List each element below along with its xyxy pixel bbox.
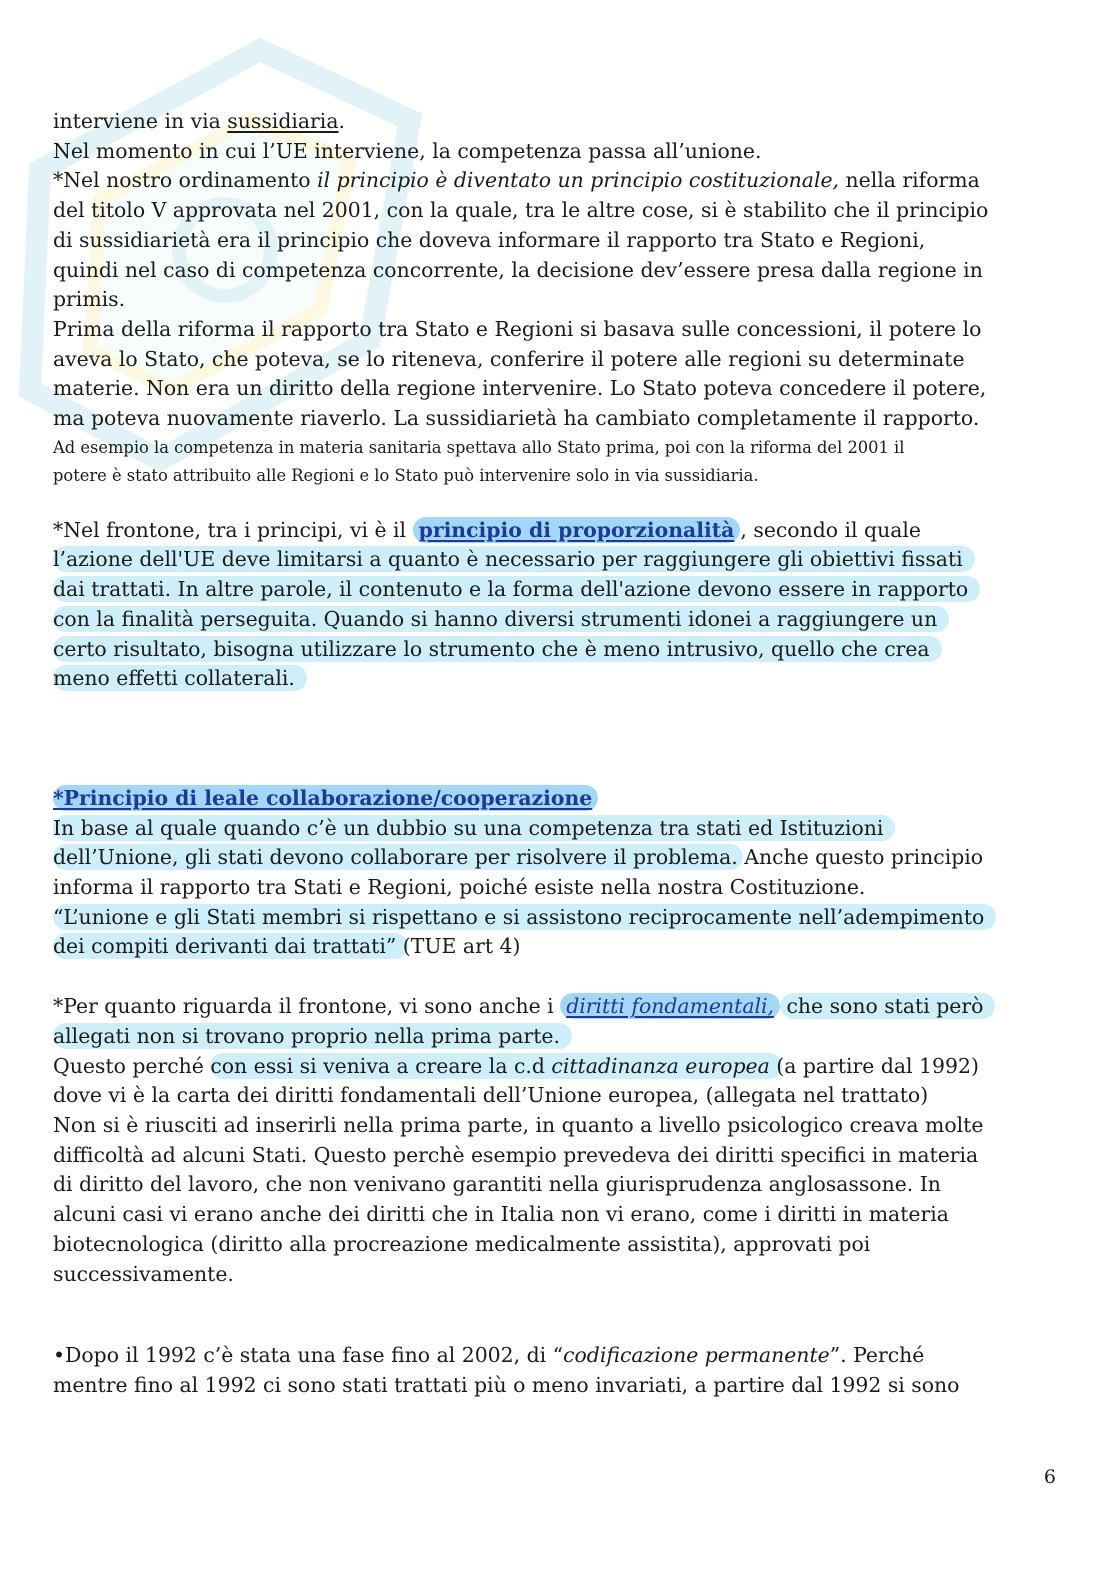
text-line: difficoltà ad alcuni Stati. Questo perchè esempio prevedeva dei diritti specifici in materia: [53, 1142, 979, 1167]
text-line: *Per quanto riguarda il frontone, vi sono anche i diritti fondamentali, che sono stati però: [53, 992, 1063, 1022]
text-line: informa il rapporto tra Stati e Regioni, poiché esiste nella nostra Costituzione.: [53, 875, 866, 900]
highlighted-line: In base al quale quando c’è un dubbio su una competenza tra stati ed Istituzioni: [53, 814, 1063, 844]
highlighted-line: meno effetti collaterali.: [53, 664, 1063, 694]
text-line: successivamente.: [53, 1261, 234, 1286]
key-term-diritti: diritti fondamentali,: [560, 993, 780, 1019]
text-line: Questo perché con essi si veniva a creare la c.d cittadinanza europea (a partire dal 1992): [53, 1053, 979, 1078]
text-line: del titolo V approvata nel 2001, con la quale, tra le altre cose, si è stabilito che il principio: [53, 198, 989, 223]
page-number: 6: [1043, 1466, 1056, 1488]
text-line: *Nel frontone, tra i principi, vi è il principio di proporzionalità , secondo il quale: [53, 517, 921, 542]
text-line: interviene in via sussidiaria.: [53, 109, 345, 133]
text-line: Non si è riusciti ad inserirli nella prima parte, in quanto a livello psicologico creava molte: [53, 1112, 984, 1137]
text-line: di sussidiarietà era il principio che doveva informare il rapporto tra Stato e Regioni,: [53, 227, 926, 252]
text-line: Prima della riforma il rapporto tra Stato e Regioni si basava sulle concessioni, il potere lo: [53, 316, 982, 341]
text-line: di diritto del lavoro, che non venivano garantiti nella giurisprudenza anglosassone. In: [53, 1172, 941, 1197]
text-line: dell’Unione, gli stati devono collaborare per risolvere il problema. Anche questo principio: [53, 845, 984, 870]
text-line: dei compiti derivanti dai trattati” (TUE art 4): [53, 934, 521, 959]
key-term-proporzionalita: principio di proporzionalità: [413, 517, 741, 543]
text-line: aveva lo Stato, che poteva, se lo riteneva, conferire il potere alle regioni su determinate: [53, 346, 965, 371]
text-line: dove vi è la carta dei diritti fondamentali dell’Unione europea, (allegata nel trattato): [53, 1083, 929, 1108]
highlighted-line: certo risultato, bisogna utilizzare lo strumento che è meno intrusivo, quello che crea: [53, 635, 1063, 665]
text-line: *Nel nostro ordinamento il principio è diventato un principio costituzionale, nella riforma: [53, 168, 980, 193]
underlined-term: sussidiaria: [227, 109, 339, 133]
text-line: •Dopo il 1992 c’è stata una fase fino al 2002, di “codificazione permanente”. Perché: [53, 1343, 925, 1368]
highlighted-line: allegati non si trovano proprio nella prima parte.: [53, 1022, 1063, 1052]
small-note-line: Ad esempio la competenza in materia sanitaria spettava allo Stato prima, poi con la riforma del 2001 il: [53, 437, 905, 457]
italic-phrase: codificazione permanente: [563, 1343, 830, 1368]
text-line: ma poteva nuovamente riaverlo. La sussidiarietà ha cambiato completamente il rapporto.: [53, 406, 980, 431]
highlighted-line: l’azione dell'UE deve limitarsi a quanto è necessario per raggiungere gli obiettivi fissati: [53, 545, 1063, 575]
highlighted-line: con la finalità perseguita. Quando si hanno diversi strumenti idonei a raggiungere un: [53, 605, 1063, 635]
text-line: materie. Non era un diritto della regione intervenire. Lo Stato poteva concedere il potere,: [53, 376, 987, 401]
italic-phrase: cittadinanza europea: [551, 1053, 770, 1078]
text-line: primis.: [53, 287, 126, 312]
text-line: Nel momento in cui l’UE interviene, la competenza passa all’unione.: [53, 138, 762, 163]
highlighted-line: dai trattati. In altre parole, il contenuto e la forma dell'azione devono essere in rapporto: [53, 575, 1063, 605]
small-note-line: potere è stato attribuito alle Regioni e lo Stato può intervenire solo in via sussidiaria.: [53, 465, 759, 485]
text-line: quindi nel caso di competenza concorrente, la decisione dev’essere presa dalla regione in: [53, 257, 983, 282]
text-line: biotecnologica (diritto alla procreazione medicalmente assistita), approvati poi: [53, 1231, 871, 1256]
text-line: mentre fino al 1992 ci sono stati trattati più o meno invariati, a partire dal 1992 si sono: [53, 1372, 960, 1397]
text-line: alcuni casi vi erano anche dei diritti che in Italia non vi erano, come i diritti in materia: [53, 1202, 949, 1227]
highlighted-line: “L’unione e gli Stati membri si rispettano e si assistono reciprocamente nell’adempimento: [53, 903, 1063, 933]
document-page: [53, 107, 1063, 1401]
section-heading: *Principio di leale collaborazione/cooperazione: [53, 784, 1063, 814]
italic-phrase: il principio è diventato un principio costituzionale,: [317, 168, 840, 193]
